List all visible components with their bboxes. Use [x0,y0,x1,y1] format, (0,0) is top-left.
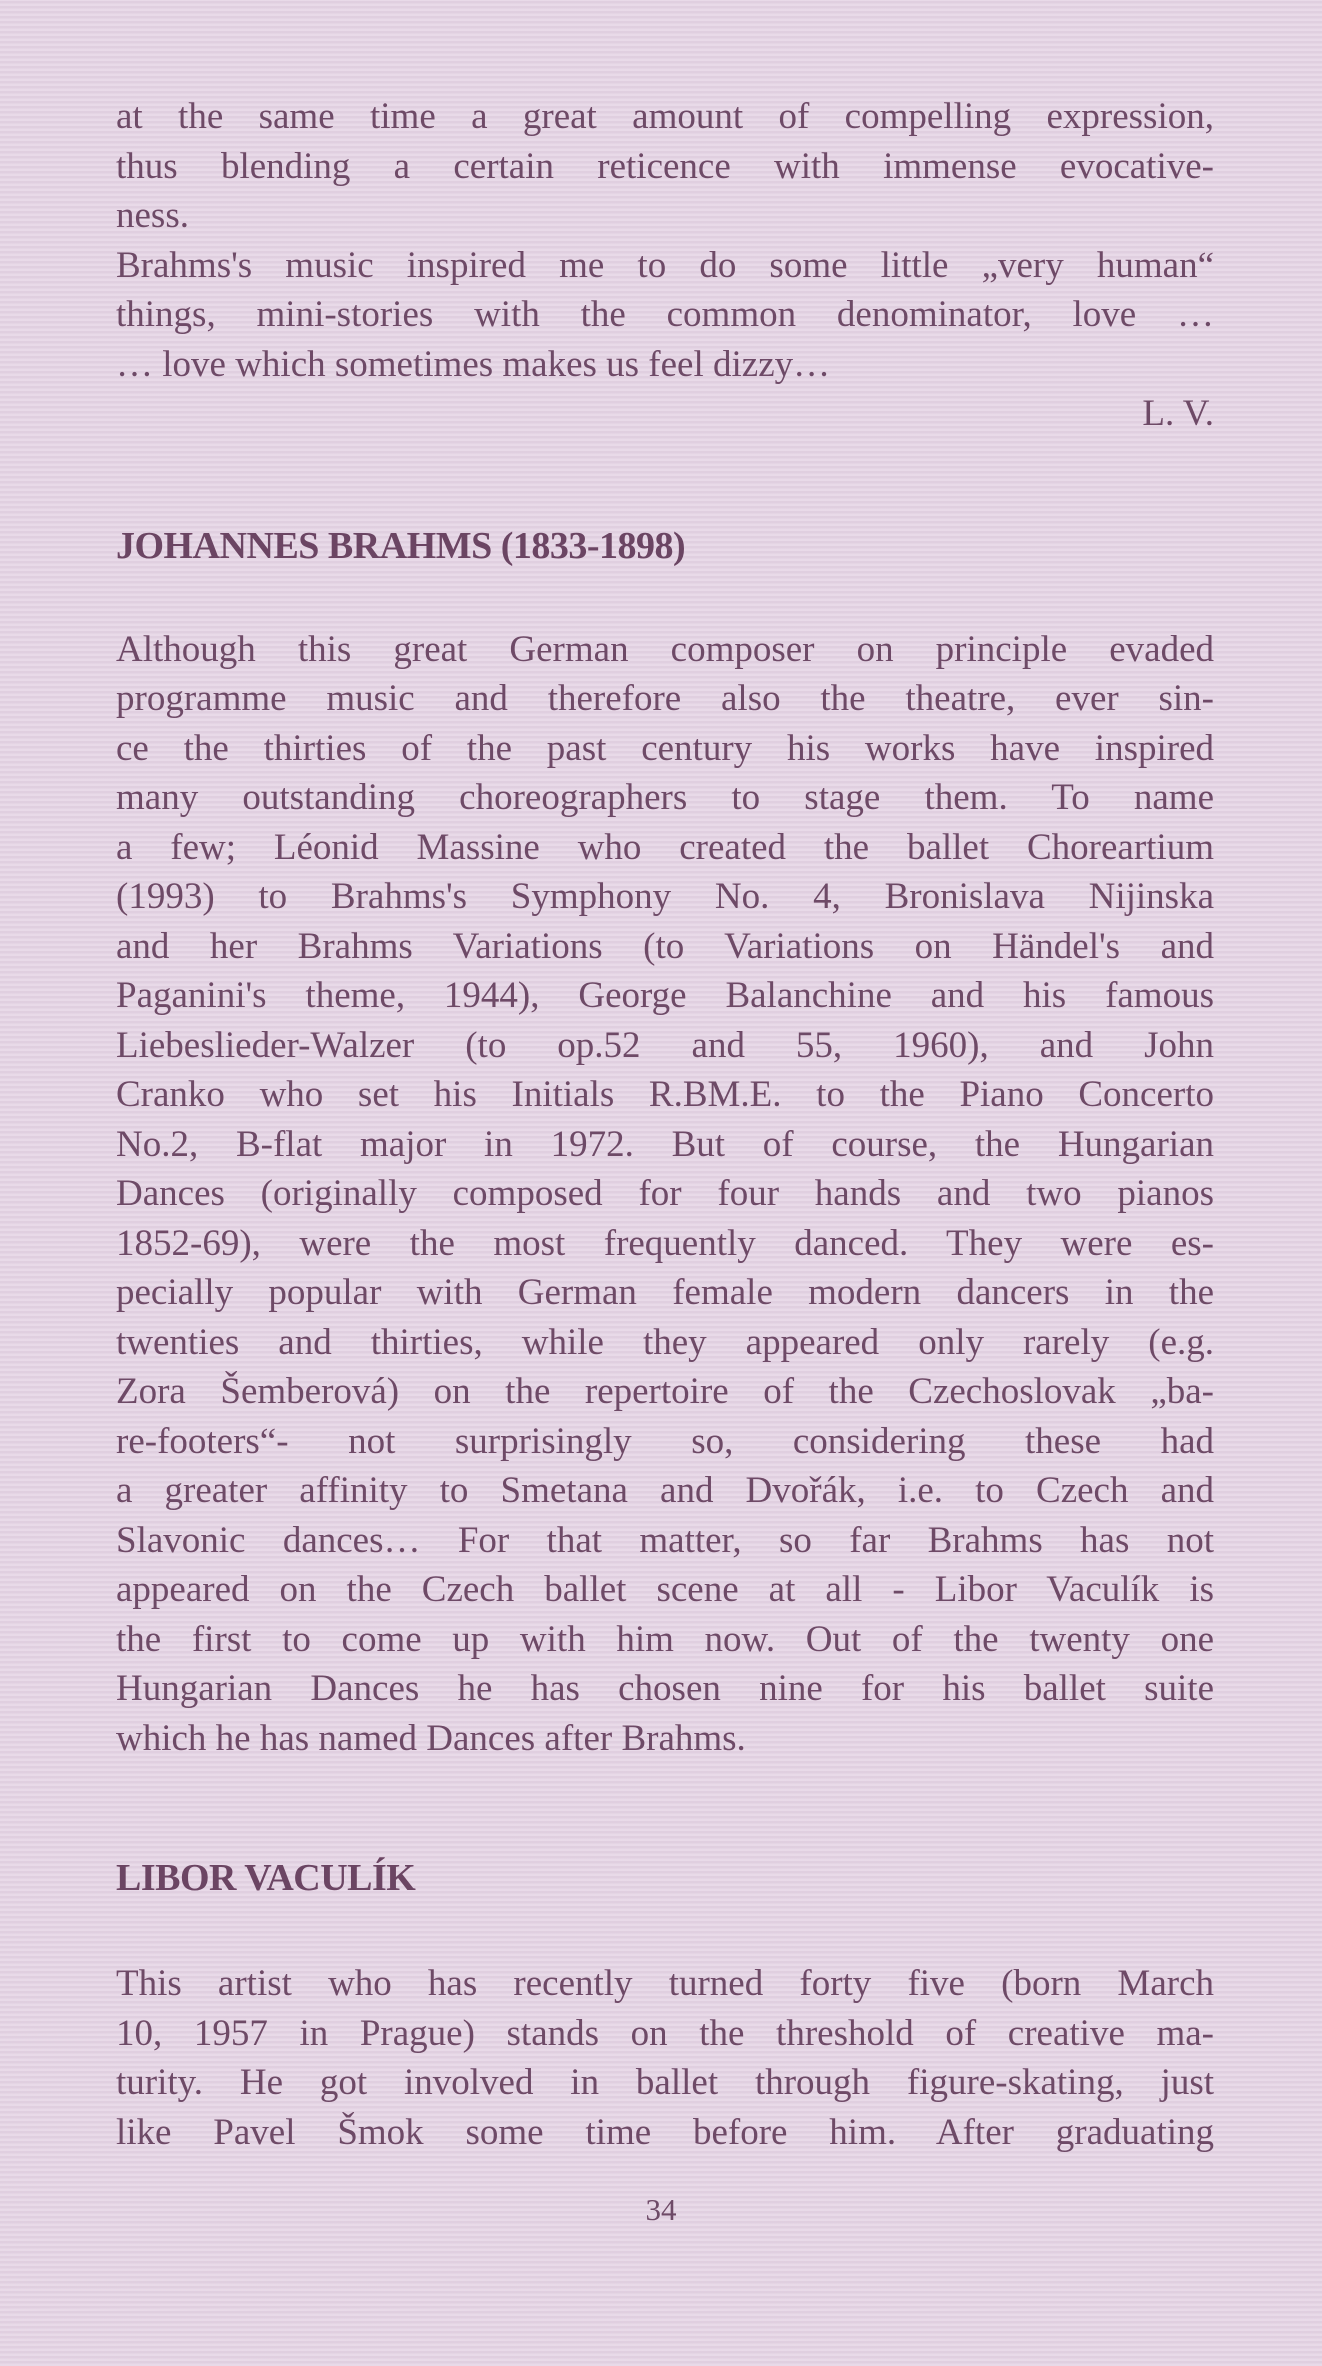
text-line: This artist who has recently turned forty five (born March [116,1963,1214,2004]
text-line: pecially popular with German female modern dancers in the [116,1272,1214,1313]
author-signature: L. V. [1142,393,1214,434]
text-line: No.2, B-flat major in 1972. But of course, the Hungarian [116,1123,1214,1165]
text-line: Brahms's music inspired me to do some little „very human“ [116,244,1214,286]
text-line: a few; Léonid Massine who created the ballet Choreartium [116,826,1214,868]
text-line: 10, 1957 in Prague) stands on the threshold of creative ma- [116,2012,1214,2054]
text-line: Although this great German composer on principle evaded [116,628,1214,670]
intro-paragraph [116,92,1214,389]
text-line: which he has named Dances after Brahms. [116,1717,746,1759]
page-number: 34 [645,2192,677,2227]
text-line: Slavonic dances… For that matter, so far Brahms has not [116,1519,1214,1561]
text-line: re-footers“- not surprisingly so, considering these had [116,1420,1214,1462]
text-line: (1993) to Brahms's Symphony No. 4, Bronislava Nijinska [116,876,1214,917]
text-line: things, mini-stories with the common denominator, love … [116,294,1214,335]
text-line: Cranko who set his Initials R.BM.E. to the Piano Concerto [116,1074,1214,1115]
page-content [116,92,1214,2157]
text-line: 1852-69), were the most frequently danced. They were es- [116,1222,1214,1264]
text-line: appeared on the Czech ballet scene at all - Libor Vaculík is [116,1569,1214,1610]
text-line: programme music and therefore also the theatre, ever sin- [116,678,1214,719]
text-line: … love which sometimes makes us feel dizzy… [116,343,831,385]
brahms-paragraph [116,625,1214,1764]
text-line: ness. [116,195,189,236]
text-line: turity. He got involved in ballet through figure-skating, just [116,2062,1214,2103]
section-heading-brahms: JOHANNES BRAHMS (1833-1898) [116,524,686,567]
section-heading-vaculik: LIBOR VACULÍK [116,1857,416,1899]
text-line: like Pavel Šmok some time before him. After graduating [116,2111,1214,2153]
text-line: thus blending a certain reticence with immense evocative- [116,145,1214,187]
text-line: Liebeslieder-Walzer (to op.52 and 55, 1960), and John [116,1024,1214,1066]
vaculik-paragraph [116,1959,1214,2157]
text-line: Paganini's theme, 1944), George Balanchine and his famous [116,975,1214,1016]
text-line: ce the thirties of the past century his works have inspired [116,727,1214,769]
text-line: Dances (originally composed for four hands and two pianos [116,1173,1214,1214]
text-line: the first to come up with him now. Out of the twenty one [116,1618,1214,1660]
text-line: Zora Šemberová) on the repertoire of the Czechoslovak „ba- [116,1371,1214,1412]
text-line: a greater affinity to Smetana and Dvořák, i.e. to Czech and [116,1470,1214,1511]
text-line: and her Brahms Variations (to Variations on Händel's and [116,925,1214,967]
text-line: many outstanding choreographers to stage them. To name [116,777,1214,818]
text-line: Hungarian Dances he has chosen nine for his ballet suite [116,1668,1214,1709]
text-line: at the same time a great amount of compelling expression, [116,96,1214,137]
text-line: twenties and thirties, while they appeared only rarely (e.g. [116,1321,1214,1363]
